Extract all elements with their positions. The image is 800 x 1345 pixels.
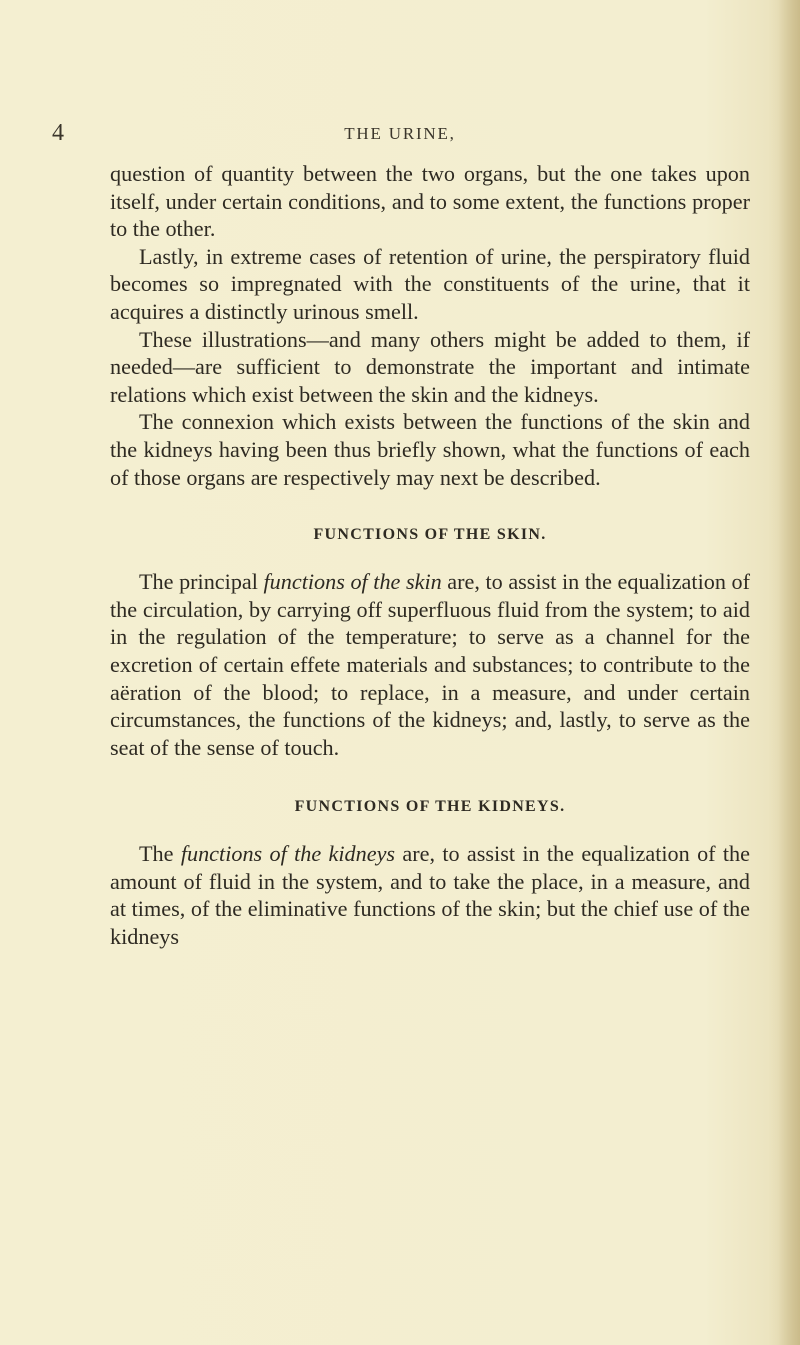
running-head: THE URINE, bbox=[344, 124, 456, 143]
paragraph-illustrations: These illustrations—and many others might be added to them, if needed—are sufficient to demonstrate the important and intimate relations which exist between the skin and the kidneys. bbox=[110, 326, 750, 407]
italic-phrase: functions of the skin bbox=[263, 569, 442, 595]
text-run: are, to assist in the equalization of the circulation, by carrying off superfluous fluid from the system; to aid in the regulation of the temperature; to serve as a channel for the excretion of certain effete materials and substances; to contribute to the aëration of the blood; to replace, in a measure, and under certain circumstances, the functions of the kidneys; and, lastly, to serve as the seat of the sense of touch. bbox=[110, 569, 750, 760]
spacer bbox=[110, 818, 750, 840]
paragraph-skin-functions bbox=[110, 568, 750, 761]
spacer bbox=[110, 761, 750, 796]
section-heading-kidneys: FUNCTIONS OF THE KIDNEYS. bbox=[294, 798, 566, 816]
paragraph-retention: Lastly, in extreme cases of retention of urine, the perspiratory fluid becomes so impregnated with the constituents of the urine, that it acquires a distinctly urinous smell. bbox=[110, 243, 750, 324]
text-run: are, to assist in the equalization of the amount of fluid in the system, and to take the place, in a measure, and at times, of the eliminative functions of the skin; but the chief use of the kidneys bbox=[110, 841, 750, 950]
page-number: 4 bbox=[52, 120, 64, 146]
text-run: The principal bbox=[139, 569, 264, 595]
text-run: The bbox=[139, 841, 181, 867]
paragraph-kidney-functions bbox=[110, 840, 750, 950]
italic-phrase: functions of the kidneys bbox=[180, 841, 396, 867]
paragraph-continued: question of quantity between the two organs, but the one takes upon itself, under certain conditions, and to some extent, the functions proper to the other. bbox=[110, 161, 750, 242]
page-header bbox=[0, 118, 800, 152]
spacer bbox=[110, 546, 750, 568]
body-text bbox=[110, 160, 750, 951]
page-edge-shadow bbox=[778, 0, 800, 1345]
section-heading-skin: FUNCTIONS OF THE SKIN. bbox=[313, 526, 547, 544]
paragraph-connexion: The connexion which exists between the functions of the skin and the kidneys having been thus briefly shown, what the functions of each of those organs are respectively may next be described. bbox=[110, 409, 750, 490]
spacer bbox=[110, 491, 750, 524]
